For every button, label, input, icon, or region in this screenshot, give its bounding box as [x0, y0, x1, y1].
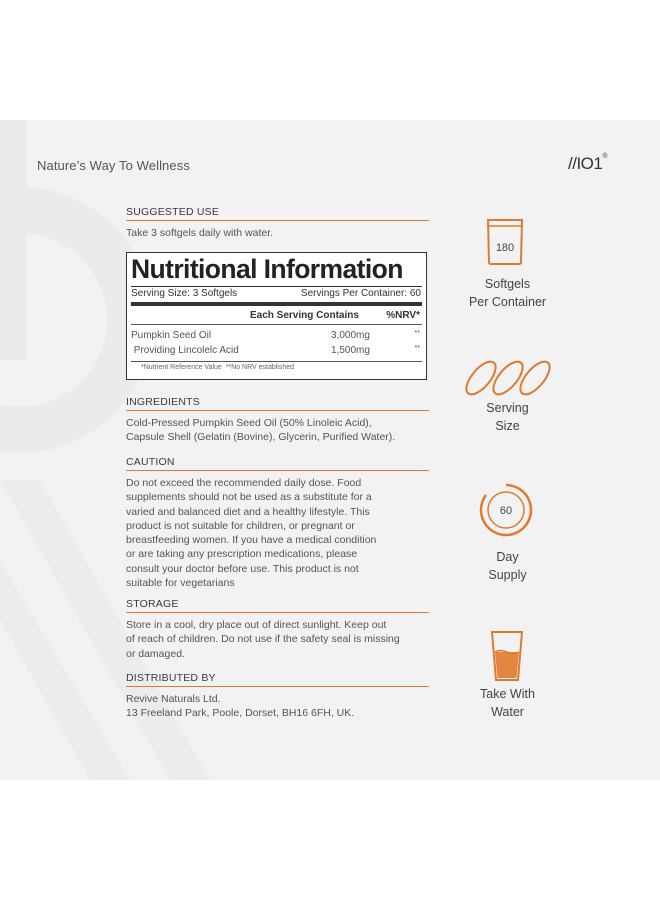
nutrition-title: Nutritional Information [131, 254, 403, 284]
product-panel [0, 120, 660, 780]
text-line: Capsule Shell (Gelatin (Bovine), Glycerin, Purified Water). [126, 431, 396, 444]
feature-label [445, 400, 570, 435]
table-row [131, 330, 420, 343]
distributor-text [126, 692, 436, 721]
nutrient-amount: 3,000mg [331, 330, 370, 341]
text-line: Cold-Pressed Pumpkin Seed Oil (50% Linoleic Acid), [126, 417, 372, 429]
feature-label [445, 549, 570, 584]
column-header-contains: Each Serving Contains [250, 310, 359, 321]
text-line: Size [495, 418, 520, 433]
caution-heading: CAUTION [126, 456, 429, 471]
divider [131, 361, 422, 362]
brand-tagline: Nature’s Way To Wellness [37, 158, 190, 173]
nutrition-footnote: *Nutrient Reference Value **No NRV established [141, 364, 295, 371]
softgels-icon [463, 356, 553, 400]
nutrition-facts-table [126, 252, 427, 380]
pouch-count: 180 [495, 242, 515, 254]
text-line: consult your doctor before use. This product is not [126, 562, 359, 575]
text-line: Take With [480, 687, 535, 701]
text-line: of reach of children. Do not use if the safety seal is missing [126, 633, 400, 646]
text-line: Day [496, 550, 519, 564]
text-line: Per Container [468, 294, 547, 309]
days-count: 60 [499, 505, 513, 517]
column-header-nrv: %NRV* [386, 310, 420, 321]
suggested-use-heading: SUGGESTED USE [126, 206, 429, 221]
caution-text [126, 476, 436, 590]
nutrient-nrv: ** [414, 330, 420, 337]
nutrient-name: Providing Lincolelc Acid [131, 345, 239, 356]
nutrient-name: Pumpkin Seed Oil [131, 330, 212, 341]
text-line: suitable for vegetarians [126, 577, 235, 590]
ingredients-text [126, 416, 436, 445]
ingredients-heading: INGREDIENTS [126, 396, 429, 411]
nutrient-nrv: ** [414, 345, 420, 352]
water-glass-icon [490, 630, 524, 682]
storage-heading: STORAGE [126, 598, 429, 613]
nutrient-amount: 1,500mg [331, 345, 370, 356]
divider [131, 324, 422, 325]
divider-thick [131, 302, 422, 306]
text-line: 13 Freeland Park, Poole, Dorset, BH16 6FH, UK. [126, 707, 355, 720]
servings-per-container: Servings Per Container: 60 [300, 288, 421, 299]
text-line: Revive Naturals Ltd. [126, 693, 221, 705]
text-line: Supply [488, 567, 527, 582]
table-row [131, 345, 420, 358]
divider [131, 286, 422, 287]
text-line: breastfeeding women. If you have a medical condition [126, 534, 377, 547]
text-line: Water [491, 704, 524, 719]
feature-label [445, 276, 570, 311]
feature-label [445, 686, 570, 721]
pouch-icon [485, 218, 525, 266]
brand-logo: //IO1® [568, 153, 608, 173]
clock-icon [478, 482, 534, 538]
text-line: Do not exceed the recommended daily dose. Food [126, 477, 362, 489]
text-line: Store in a cool, dry place out of direct sunlight. Keep out [126, 619, 387, 631]
serving-size: Serving Size: 3 Softgels [131, 288, 238, 299]
text-line: product is not suitable for children, or pregnant or [126, 519, 355, 532]
text-line: supplements should not be used as a substitute for a [126, 491, 372, 504]
distributed-by-heading: DISTRIBUTED BY [126, 672, 429, 687]
text-line: Softgels [484, 277, 531, 291]
storage-text [126, 618, 436, 661]
suggested-use-text: Take 3 softgels daily with water. [126, 227, 274, 239]
text-line: varied and balanced diet and a healthy lifestyle. This [126, 505, 370, 518]
text-line: or are taking any prescription medications, please [126, 548, 358, 561]
text-line: Serving [486, 401, 529, 415]
text-line: or damaged. [126, 647, 185, 660]
